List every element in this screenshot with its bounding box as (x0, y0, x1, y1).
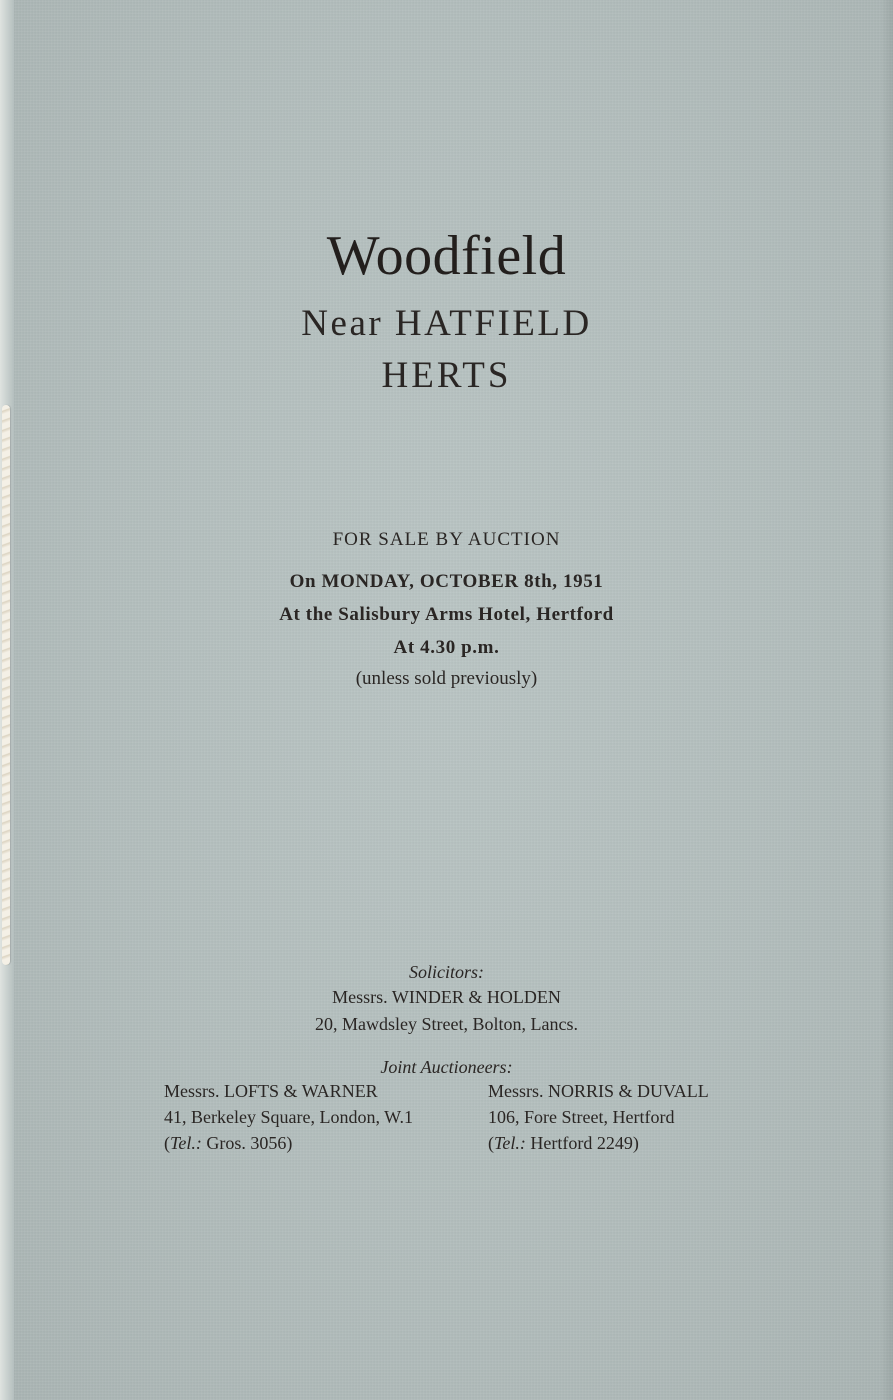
auctioneer-telephone (488, 1130, 709, 1156)
auctioneer-address: 41, Berkeley Square, London, W.1 (164, 1107, 413, 1127)
tel-open: ( (488, 1133, 494, 1153)
sale-heading: FOR SALE BY AUCTION (332, 529, 561, 550)
property-title: Woodfield (326, 225, 567, 287)
solicitors-name: Messrs. WINDER & HOLDEN (332, 987, 561, 1007)
auctioneer-address: 106, Fore Street, Hertford (488, 1107, 675, 1127)
auctioneer-name: Messrs. NORRIS & DUVALL (488, 1081, 709, 1101)
sale-date: On MONDAY, OCTOBER 8th, 1951 (289, 571, 604, 592)
solicitors-heading: Solicitors: (409, 962, 484, 982)
sale-time: At 4.30 p.m. (393, 637, 500, 658)
auctioneer-name: Messrs. LOFTS & WARNER (164, 1081, 378, 1101)
auctioneer-telephone (164, 1130, 413, 1156)
auctioneers-heading: Joint Auctioneers: (380, 1057, 513, 1077)
county-line: HERTS (381, 355, 512, 396)
cover-edge (881, 0, 893, 1400)
tel-label: Tel.: (170, 1133, 202, 1153)
tel-label: Tel.: (494, 1133, 526, 1153)
solicitors-address: 20, Mawdsley Street, Bolton, Lancs. (315, 1014, 578, 1034)
sale-venue: At the Salisbury Arms Hotel, Hertford (279, 604, 614, 625)
sale-proviso: (unless sold previously) (355, 668, 538, 689)
tel-number: Gros. 3056) (201, 1133, 293, 1153)
auctioneer-block (488, 1078, 709, 1156)
auctioneer-block (164, 1078, 413, 1156)
tel-number: Hertford 2249) (525, 1133, 639, 1153)
tel-open: ( (164, 1133, 170, 1153)
location-line: Near HATFIELD (301, 303, 592, 344)
